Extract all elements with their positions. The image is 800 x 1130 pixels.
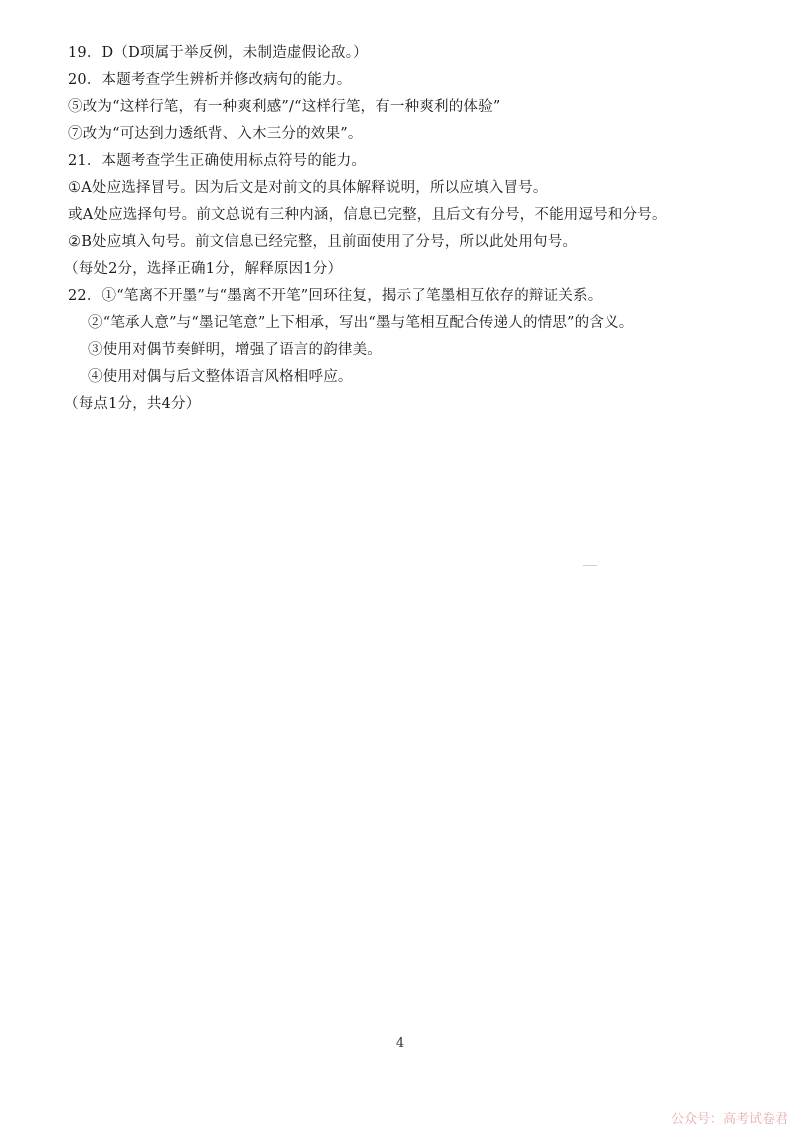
answer-22-point-1: 22．①“笔离不开墨”与“墨离不开笔”回环往复，揭示了笔墨相互依存的辩证关系。 [68,288,603,304]
watermark: 公众号：高考试卷君 [670,1112,788,1127]
answer-22-scoring: （每点1分，共4分） [64,396,201,412]
answer-22-point-2: ②“笔承人意”与“墨记笔意”上下相承，写出“墨与笔相互配合传递人的情思”的含义。 [88,315,634,331]
answer-22-point-4: ④使用对偶与后文整体语言风格相呼应。 [88,369,353,385]
answer-22-point-3: ③使用对偶节奏鲜明，增强了语言的韵律美。 [88,342,382,358]
answer-21-heading: 21．本题考查学生正确使用标点符号的能力。 [68,153,367,169]
answer-20-fix-5: ⑤改为“这样行笔，有一种爽利感”/“这样行笔，有一种爽利的体验” [68,99,501,115]
answer-20-fix-7: ⑦改为“可达到力透纸背、入木三分的效果”。 [68,126,363,142]
answer-20-heading: 20．本题考查学生辨析并修改病句的能力。 [68,72,352,88]
answer-19: 19．D（D项属于举反例，未制造虚假论敌。） [68,45,368,61]
answer-21-point-b: ②B处应填入句号。前文信息已经完整，且前面使用了分号，所以此处用句号。 [68,234,578,250]
page-number: 4 [395,1036,405,1051]
scan-artifact [583,565,597,566]
answer-key [64,40,780,418]
answer-21-scoring: （每处2分，选择正确1分，解释原因1分） [64,261,343,277]
answer-21-point-a: ①A处应选择冒号。因为后文是对前文的具体解释说明，所以应填入冒号。 [68,180,548,196]
answer-21-point-a-alt: 或A处应选择句号。前文总说有三种内涵，信息已完整，且后文有分号，不能用逗号和分号。 [68,207,667,223]
